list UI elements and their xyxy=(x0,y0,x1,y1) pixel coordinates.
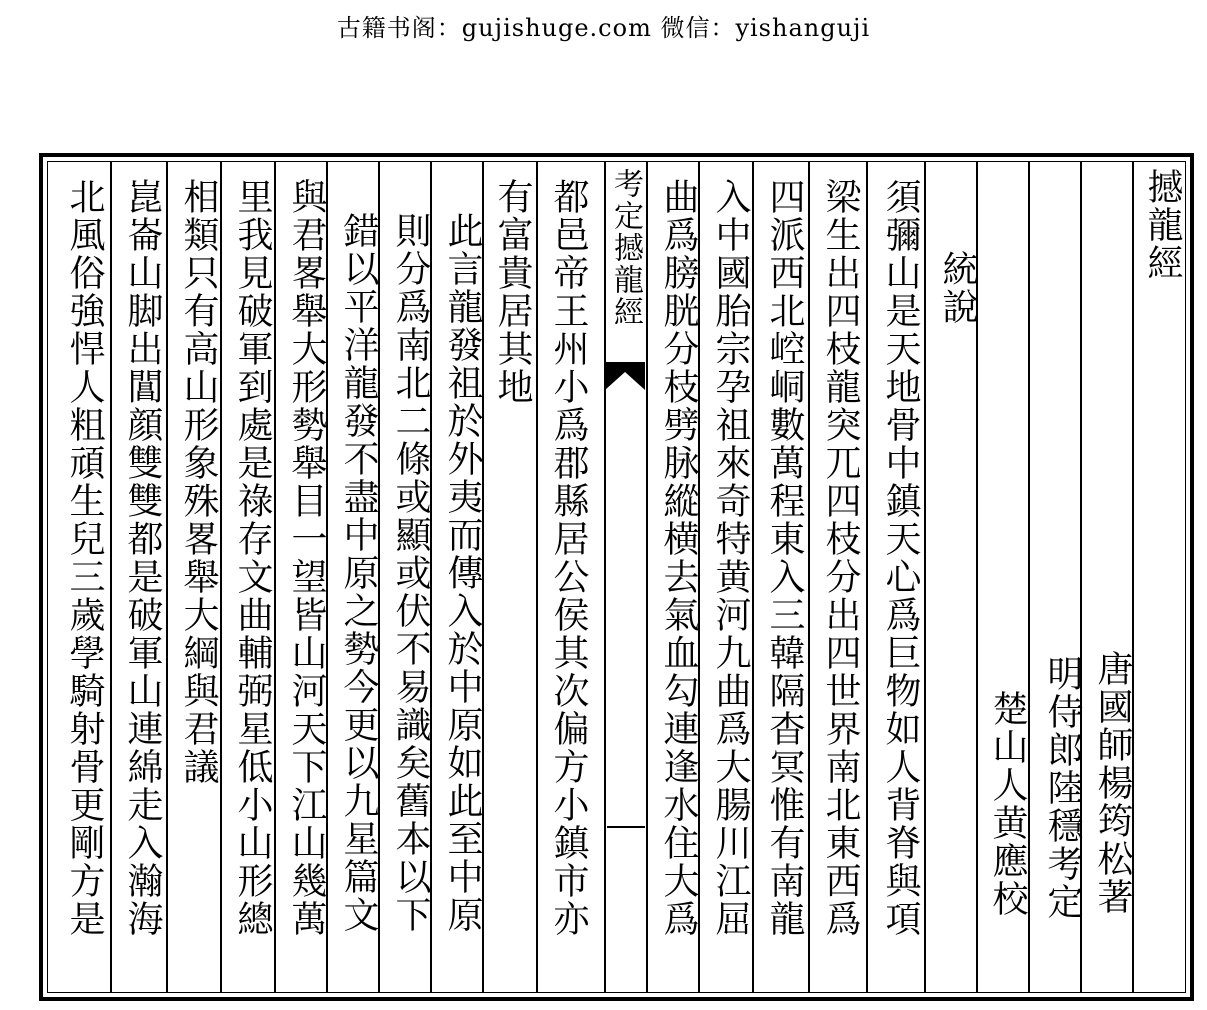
checker-line: 楚山人黄應校 xyxy=(987,690,1028,918)
editor-line: 明侍郎陸穩考定 xyxy=(1042,655,1083,921)
right-text-col-4: 入中國胎宗孕祖來奇特黄河九曲爲大腸川江屈 xyxy=(710,178,751,938)
left-rule-1 xyxy=(536,162,538,992)
center-title: 考定撼龍經 xyxy=(608,168,643,328)
center-rule-right xyxy=(646,162,648,992)
left-text-col-5: 錯以平洋龍發不盡中原之勢今更以九星篇文 xyxy=(338,212,379,934)
left-text-col-9: 崑崙山脚出閶顔雙雙都是破軍山連綿走入瀚海 xyxy=(122,178,163,938)
left-rule-7 xyxy=(220,162,222,992)
author-line: 唐國師楊筠松著 xyxy=(1092,650,1133,916)
left-rule-8 xyxy=(166,162,168,992)
right-text-col-5: 曲爲膀胱分枝劈脉縱横去氣血勾連逢水住大爲 xyxy=(658,178,699,938)
left-text-col-8: 相類只有高山形象殊畧舉大綱與君議 xyxy=(178,178,219,786)
right-rule-5 xyxy=(924,162,926,992)
left-text-col-10: 北風俗強悍人粗頑生兒三歲學騎射骨更剛方是 xyxy=(64,178,105,938)
center-bottom-box xyxy=(607,826,645,828)
right-rule-6 xyxy=(866,162,868,992)
left-text-col-7: 里我見破軍到處是祿存文曲輔弼星低小山形總 xyxy=(232,178,273,938)
section-heading: 統說 xyxy=(937,250,978,326)
left-rule-6 xyxy=(274,162,276,992)
left-text-col-1: 都邑帝王州小爲郡縣居公侯其次偏方小鎮市亦 xyxy=(548,178,589,938)
left-text-col-6: 與君畧舉大形勢舉目一望皆山河天下江山幾萬 xyxy=(286,178,327,938)
right-text-col-2: 梁生出四枝龍突兀四枝分出四世界南北東西爲 xyxy=(820,178,861,938)
left-text-col-2: 有富貴居其地 xyxy=(492,178,533,406)
right-text-col-3: 四派西北崆峒數萬程東入三韓隔杳冥惟有南龍 xyxy=(764,178,805,938)
watermark-text: 古籍书阁：gujishuge.com 微信：yishanguji xyxy=(336,14,871,42)
fishtail-mark-top xyxy=(605,362,645,392)
right-text-col-1: 須彌山是天地骨中鎮天心爲巨物如人背脊與項 xyxy=(880,178,921,938)
left-text-col-4: 則分爲南北二條或顯或伏不易識矣舊本以下 xyxy=(390,212,431,934)
left-rule-9 xyxy=(110,162,112,992)
left-text-col-3: 此言龍發祖於外夷而傳入於中原如此至中原 xyxy=(442,212,483,934)
center-rule-left xyxy=(604,162,606,992)
book-title: 撼龍經 xyxy=(1142,168,1183,282)
right-rule-7 xyxy=(808,162,810,992)
right-rule-8 xyxy=(752,162,754,992)
